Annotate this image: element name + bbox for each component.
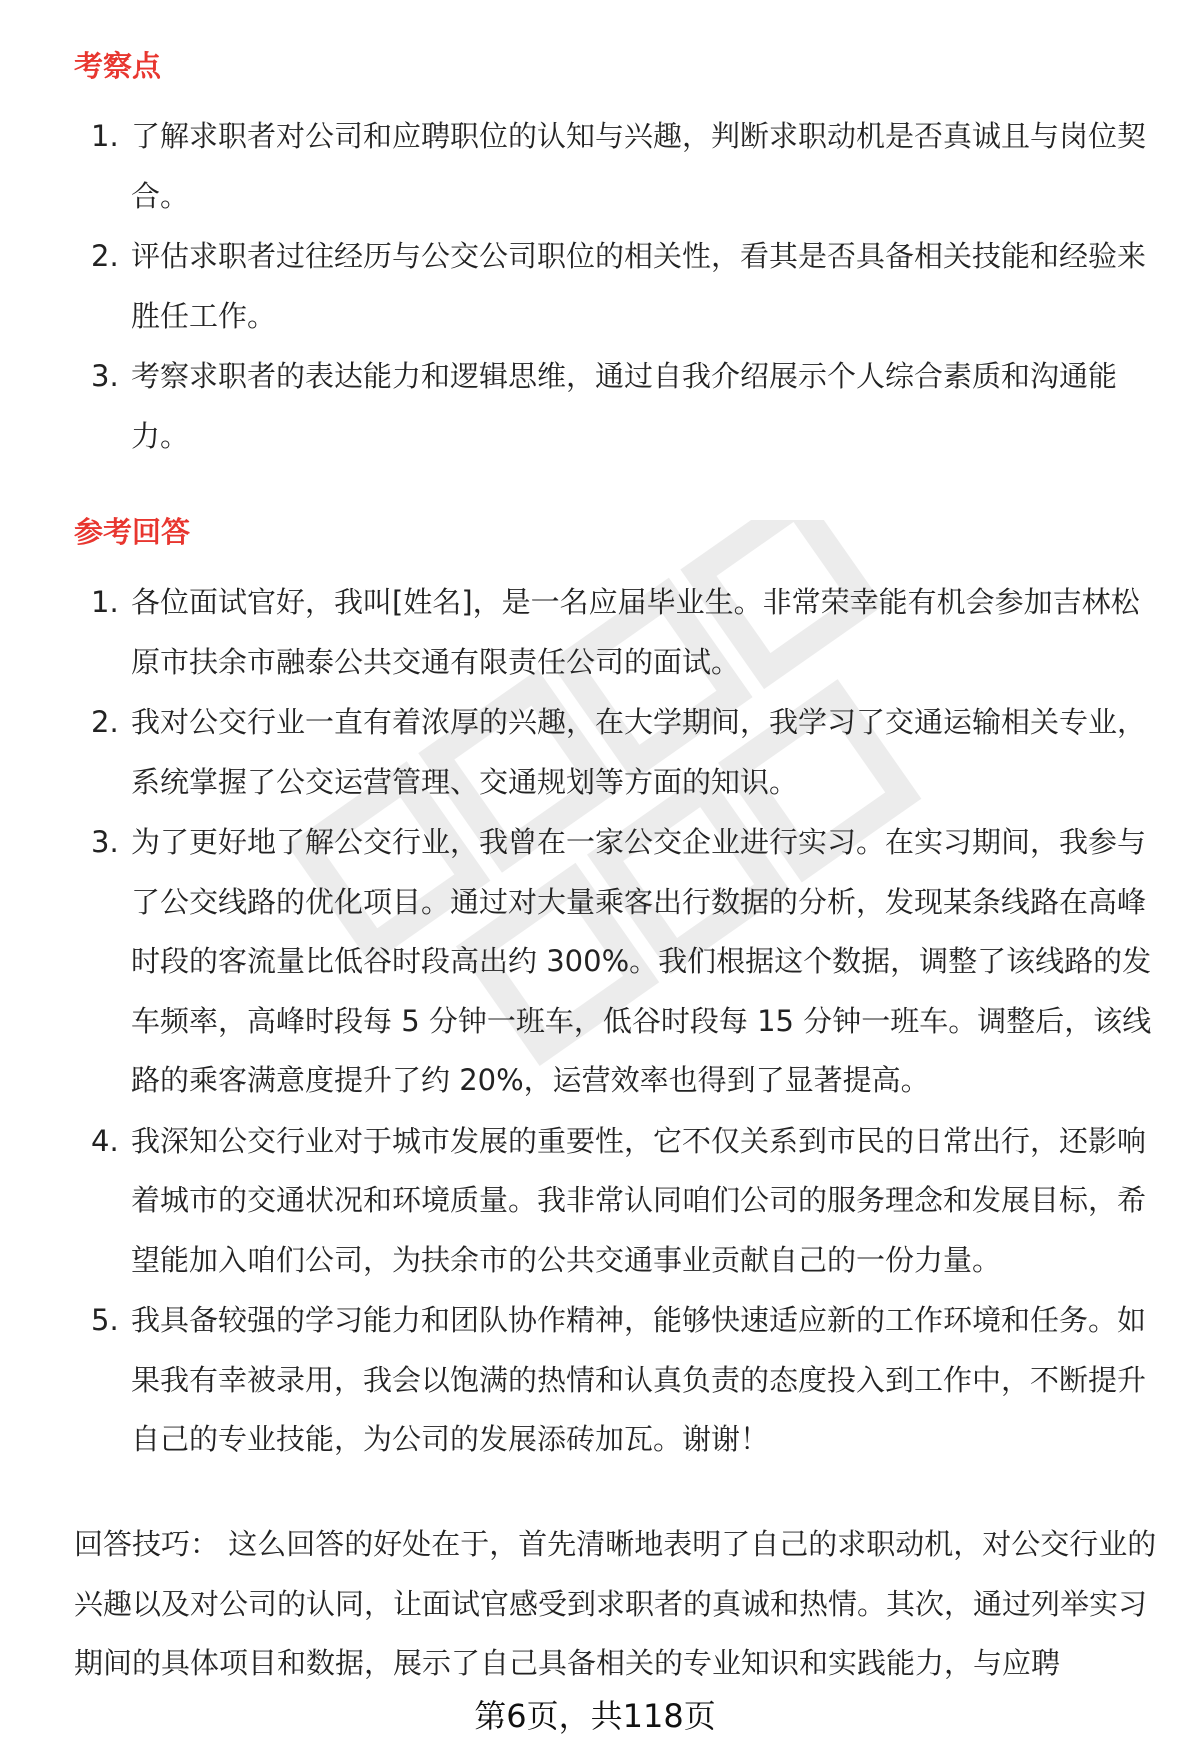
list-number: 5. [91,1303,119,1337]
list-item-text: 我具备较强的学习能力和团队协作精神，能够快速适应新的工作环境和任务。如果我有幸被录用，我会以饱满的热情和认真负责的态度投入到工作中，不断提升自己的专业技能，为公司的发展添砖加瓦。谢谢！ [131,1303,1147,1456]
list-item-text: 考察求职者的表达能力和逻辑思维，通过自我介绍展示个人综合素质和沟通能力。 [131,359,1118,453]
list-number: 1. [91,585,119,619]
list-item [74,347,1164,466]
list-item-text: 为了更好地了解公交行业，我曾在一家公交企业进行实习。在实习期间，我参与了公交线路的优化项目。通过对大量乘客出行数据的分析，发现某条线路在高峰时段的客流量比低谷时段高出约 300%。我们根据这个数据，调整了该线路的发车频率，高峰时段每 5 分钟一班车，低谷时段每 15 分钟一班车。调整后，该线路的乘客满意度提升了约 20%，运营效率也得到了显著提高。 [131,825,1152,1097]
list-item [74,1291,1164,1470]
section-title-assessment: 考察点 [74,49,162,83]
list-number: 3. [91,825,119,859]
page-number-footer: 第6页，共118页 [474,1697,716,1735]
list-number: 2. [91,239,119,273]
list-item [74,107,1164,226]
list-number: 1. [91,119,119,153]
list-number: 3. [91,359,119,393]
list-item [74,813,1164,1111]
list-item [74,693,1164,812]
list-item-text: 评估求职者过往经历与公交公司职位的相关性，看其是否具备相关技能和经验来胜任工作。 [131,239,1147,333]
list-item-text: 我深知公交行业对于城市发展的重要性，它不仅关系到市民的日常出行，还影响着城市的交通状况和环境质量。我非常认同咱们公司的服务理念和发展目标，希望能加入咱们公司，为扶余市的公共交通事业贡献自己的一份力量。 [131,1123,1147,1277]
answer-tips-paragraph: 回答技巧： 这么回答的好处在于，首先清晰地表明了自己的求职动机，对公交行业的兴趣以及对公司的认同，让面试官感受到求职者的真诚和热情。其次，通过列举实习期间的具体项目和数据，展示了自己具备相关的专业知识和实践能力，与应聘 [74,1527,1157,1680]
section-title-reference: 参考回答 [74,515,191,549]
list-item [74,1112,1164,1291]
list-item [74,227,1164,346]
reference-list [74,573,1164,1471]
list-item-text: 各位面试官好，我叫[姓名]，是一名应届毕业生。非常荣幸能有机会参加吉林松原市扶余市融泰公共交通有限责任公司的面试。 [131,585,1140,679]
list-item-text: 我对公交行业一直有着浓厚的兴趣，在大学期间，我学习了交通运输相关专业，系统掌握了公交运营管理、交通规划等方面的知识。 [131,705,1147,799]
assessment-list [74,107,1164,467]
list-number: 2. [91,705,119,739]
list-item [74,573,1164,692]
list-number: 4. [91,1123,119,1158]
list-item-text: 了解求职者对公司和应聘职位的认知与兴趣，判断求职动机是否真诚且与岗位契合。 [131,119,1147,213]
